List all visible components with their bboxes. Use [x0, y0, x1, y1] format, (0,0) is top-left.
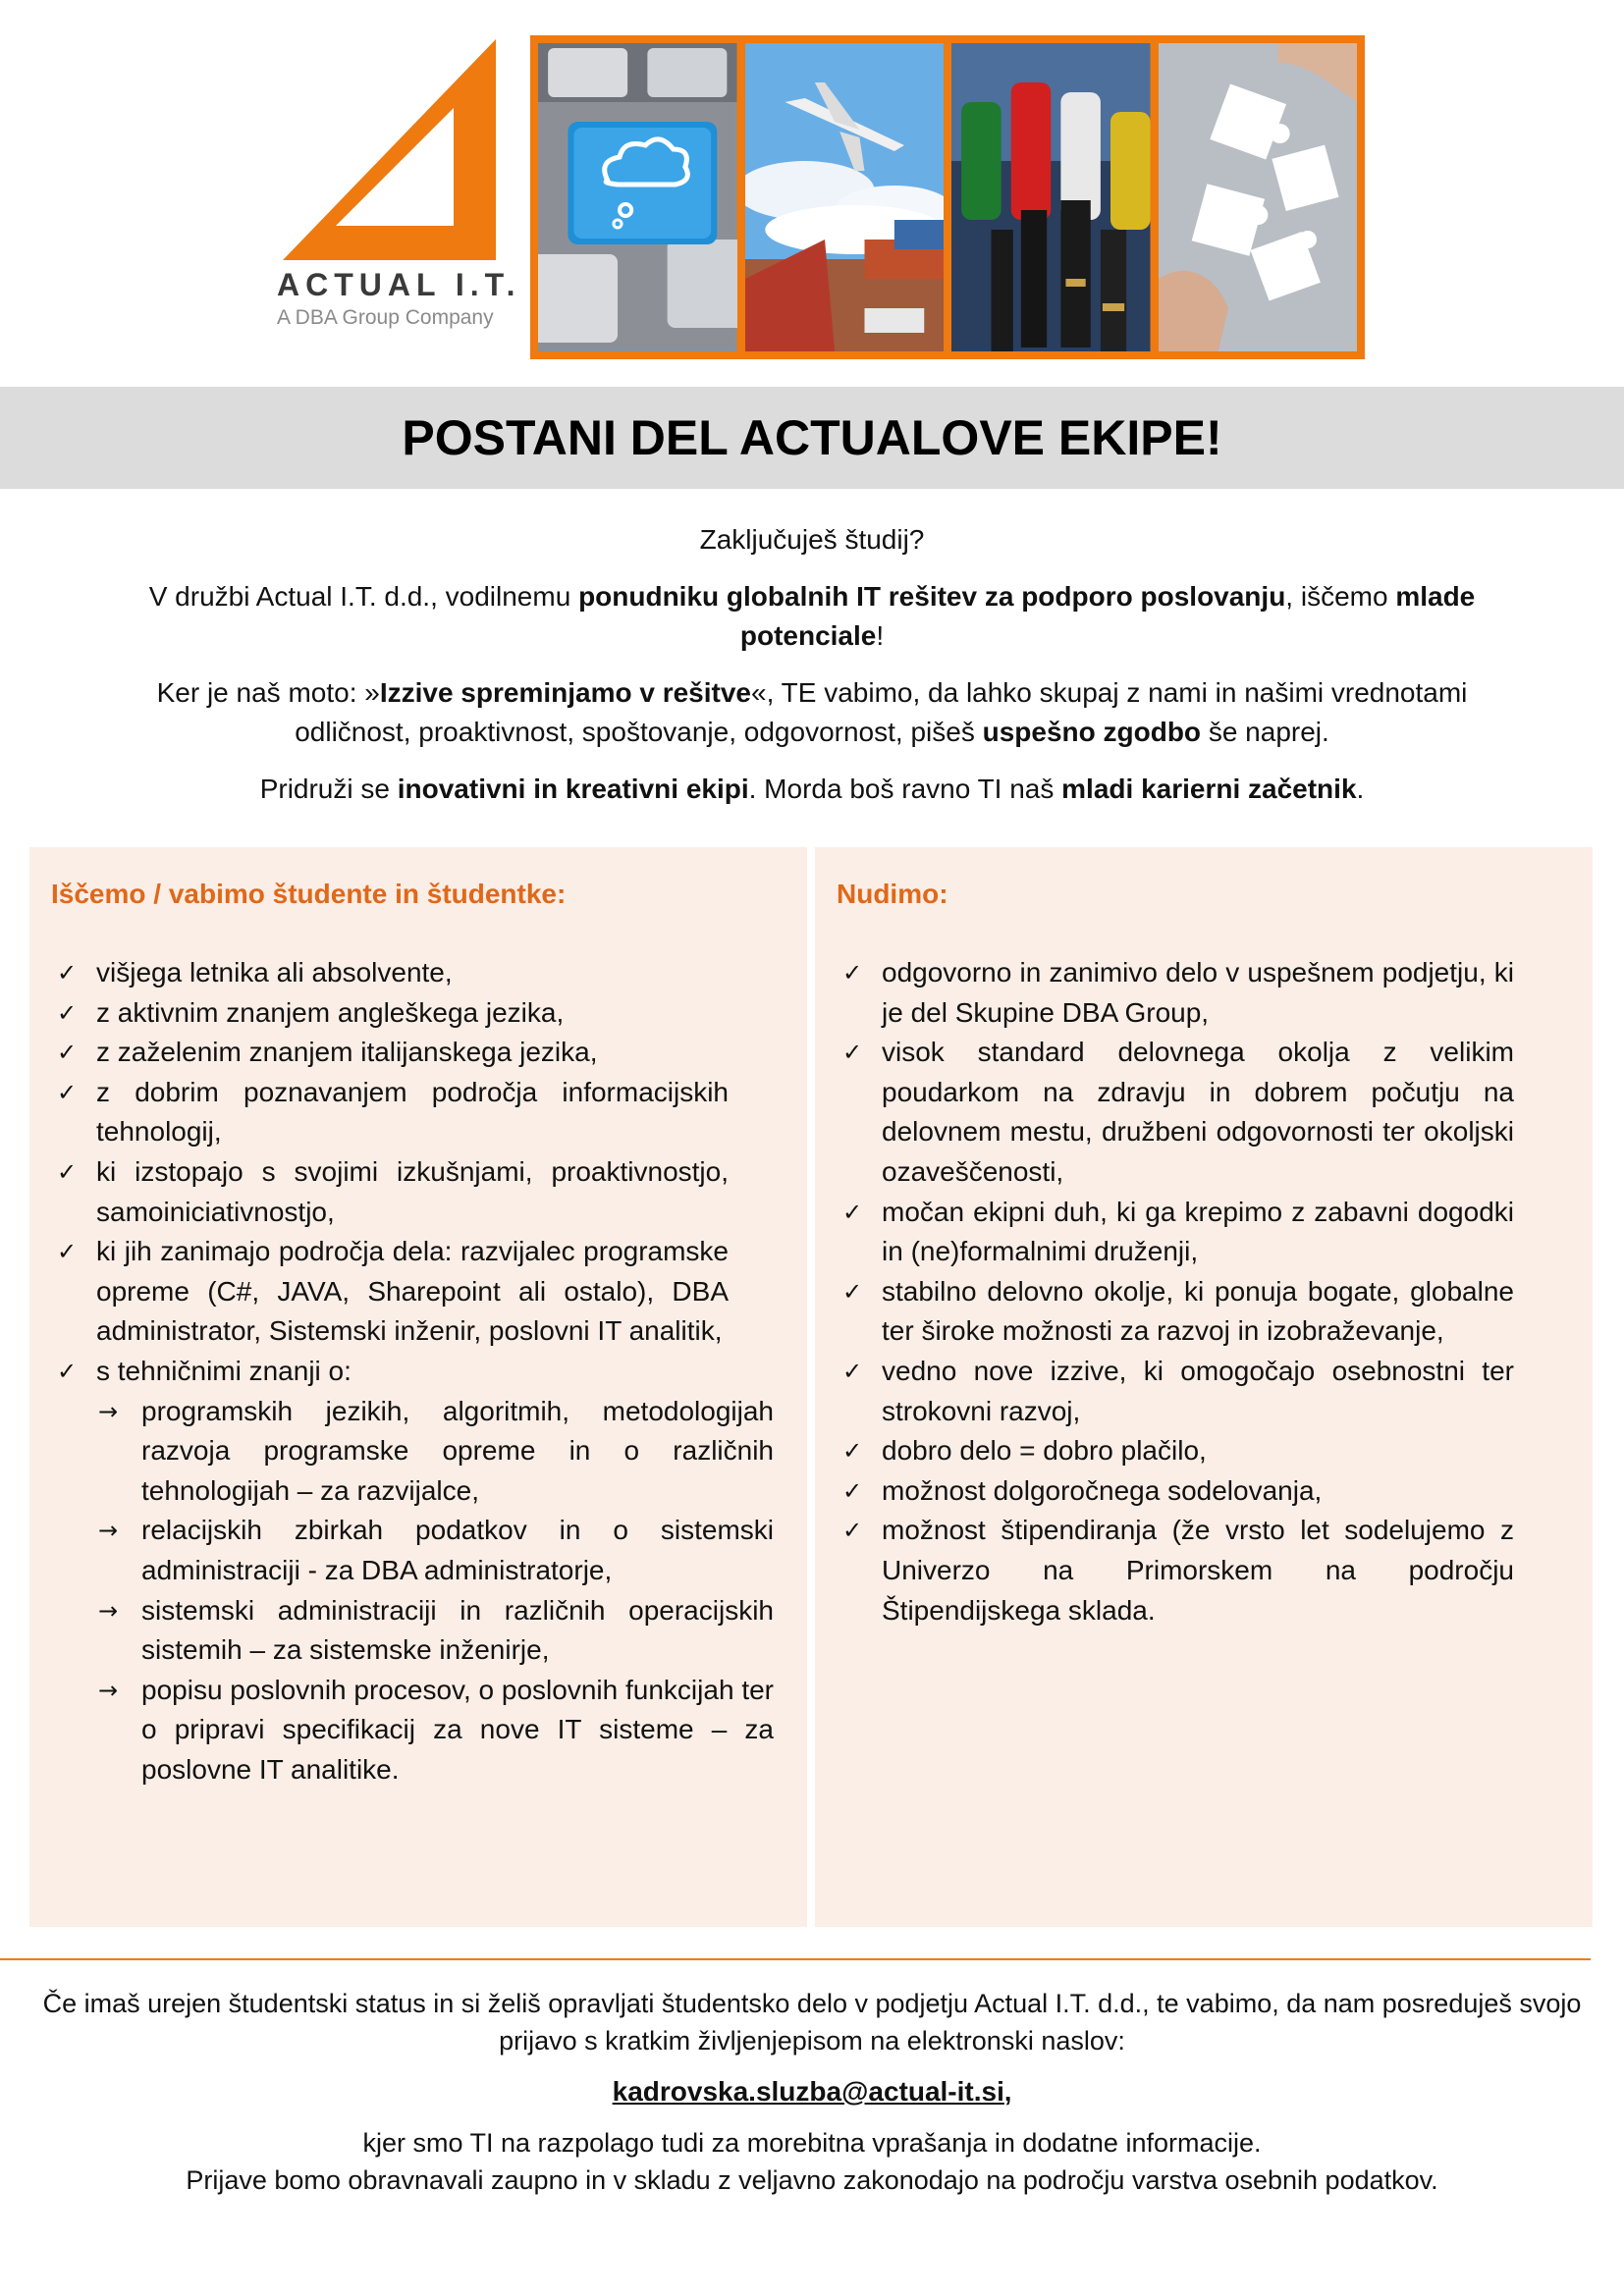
fuel-pumps-image — [951, 43, 1151, 351]
page-title: POSTANI DEL ACTUALOVE EKIPE! — [402, 410, 1222, 465]
check-icon: ✓ — [842, 1198, 863, 1226]
offer-panel — [815, 847, 1593, 1927]
logo-tagline: A DBA Group Company — [277, 306, 494, 329]
check-icon: ✓ — [57, 1238, 78, 1266]
footer-section — [29, 1985, 1595, 2199]
list-item: ✓ možnost štipendiranja (že vrsto let sodelujemo z Univerzo na Primorskem na področju Štipendijskega sklada. — [837, 1511, 1514, 1630]
email-suffix: , — [1003, 2077, 1012, 2107]
check-icon: ✓ — [57, 998, 78, 1027]
intro-paragraph-company: V družbi Actual I.T. d.d., vodilnemu ponudniku globalnih IT rešitev za podporo poslovanju, iščemo mlade potenciale! — [148, 581, 1476, 651]
list-item: ✓ ki izstopajo s svojimi izkušnjami, proaktivnostjo, samoiniciativnostjo, — [51, 1152, 729, 1232]
list-item: ✓ odgovorno in zanimivo delo v uspešnem podjetju, ki je del Skupine DBA Group, — [837, 953, 1514, 1033]
intro-paragraph-motto: Ker je naš moto: »Izzive spreminjamo v rešitve«, TE vabimo, da lahko skupaj z nami in našimi vrednotami odličnost, proaktivnost, spoštovanje, odgovornost, pišeš uspešno zgodbo še naprej. — [156, 677, 1468, 747]
header-photo-strip — [530, 35, 1365, 359]
footer-application-text: Če imaš urejen študentski status in si želiš opravljati študentsko delo v podjetju Actual I.T. d.d., te vabimo, da nam posreduješ svojo prijavo s kratkim življenjepisom na elektronski naslov: — [42, 1989, 1582, 2056]
check-icon: ✓ — [57, 1157, 78, 1186]
offer-heading: Nudimo: — [837, 879, 948, 909]
list-item: ✓ visok standard delovnega okolja z velikim poudarkom na zdravju in dobrem počutju na delovnem mestu, družbeni odgovornosti ter okoljski ozaveščenosti, — [837, 1033, 1514, 1192]
list-item: ✓ s tehničnimi znanji o: → programskih jezikih, algoritmih, metodologijah razvoja programske opreme in o različnih tehnologijah – za razvijalce, → relacijskih zbirkah podatkov in o sistemski administraciji - za DBA administratorje, → sistemski administraciji in različnih operacijskih sistemih – za sistemske inženirje, → popisu poslovnih procesov, o poslovnih funkcijah ter o pripravi specifikacij za nove IT sisteme – za poslovne IT analitike. — [51, 1352, 729, 1790]
requirements-list — [51, 953, 774, 1789]
list-item: ✓ vedno nove izzive, ki omogočajo osebnostni ter strokovni razvoj, — [837, 1352, 1514, 1431]
check-icon: ✓ — [842, 1039, 863, 1067]
check-icon: ✓ — [842, 1437, 863, 1466]
sublist-item: → sistemski administraciji in različnih operacijskih sistemih – za sistemske inženirje, — [96, 1591, 774, 1671]
list-item: ✓ z zaželenim znanjem italijanskega jezika, — [51, 1033, 729, 1073]
puzzle-pieces-image — [1159, 43, 1358, 351]
email-link[interactable]: kadrovska.sluzba@actual-it.si — [612, 2076, 1004, 2107]
check-icon: ✓ — [842, 1277, 863, 1306]
intro-paragraph-join: Pridruži se inovativni in kreativni ekipi. Morda boš ravno TI naš mladi karierni začetnik. — [259, 774, 1365, 804]
footer-contact-text: kjer smo TI na razpolago tudi za morebitna vprašanja in dodatne informacije. — [362, 2128, 1262, 2158]
list-item: ✓ dobro delo = dobro plačilo, — [837, 1431, 1514, 1471]
technical-skills-sublist — [96, 1392, 774, 1790]
list-item: ✓ z aktivnim znanjem angleškega jezika, — [51, 993, 729, 1034]
list-item: ✓ ki jih zanimajo področja dela: razvijalec programske opreme (C#, JAVA, Sharepoint ali ostalo), DBA administrator, Sistemski inženir, poslovni IT analitik, — [51, 1232, 729, 1352]
arrow-icon: → — [98, 1676, 119, 1704]
arrow-icon: → — [98, 1517, 119, 1545]
list-item: ✓ višjega letnika ali absolvente, — [51, 953, 729, 993]
list-item: ✓ z dobrim poznavanjem področja informacijskih tehnologij, — [51, 1073, 729, 1152]
airplane-ship-image — [745, 43, 945, 351]
arrow-icon: → — [98, 1397, 119, 1425]
logo-wordmark: ACTUAL I.T. — [277, 267, 521, 302]
list-item: ✓ možnost dolgoročnega sodelovanja, — [837, 1471, 1514, 1512]
check-icon: ✓ — [842, 1476, 863, 1505]
check-icon: ✓ — [57, 1357, 78, 1385]
sublist-item: → relacijskih zbirkah podatkov in o sistemski administraciji - za DBA administratorje, — [96, 1511, 774, 1590]
footer-divider — [0, 1958, 1591, 1960]
check-icon: ✓ — [57, 1039, 78, 1067]
check-icon: ✓ — [57, 959, 78, 987]
check-icon: ✓ — [842, 959, 863, 987]
footer-privacy-text: Prijave bomo obravnavali zaupno in v skladu z veljavno zakonodajo na področju varstva osebnih podatkov. — [186, 2165, 1438, 2195]
intro-section — [98, 520, 1526, 827]
requirements-panel — [29, 847, 807, 1927]
arrow-icon: → — [98, 1596, 119, 1625]
check-icon: ✓ — [842, 1517, 863, 1545]
sublist-item: → popisu poslovnih procesov, o poslovnih funkcijah ter o pripravi specifikacij za nove IT sisteme – za poslovne IT analitike. — [96, 1671, 774, 1790]
list-item: ✓ stabilno delovno okolje, ki ponuja bogate, globalne ter široke možnosti za razvoj in izobraževanje, — [837, 1272, 1514, 1352]
intro-question: Zaključuješ študij? — [699, 524, 925, 555]
keyboard-cloud-key-image — [538, 43, 737, 351]
list-item: ✓ močan ekipni duh, ki ga krepimo z zabavni dogodki in (ne)formalnimi druženji, — [837, 1193, 1514, 1272]
requirements-heading: Iščemo / vabimo študente in študentke: — [51, 879, 567, 909]
check-icon: ✓ — [57, 1078, 78, 1106]
sublist-item: → programskih jezikih, algoritmih, metodologijah razvoja programske opreme in o različnih tehnologijah – za razvijalce, — [96, 1392, 774, 1512]
check-icon: ✓ — [842, 1357, 863, 1385]
offer-list — [837, 953, 1514, 1630]
